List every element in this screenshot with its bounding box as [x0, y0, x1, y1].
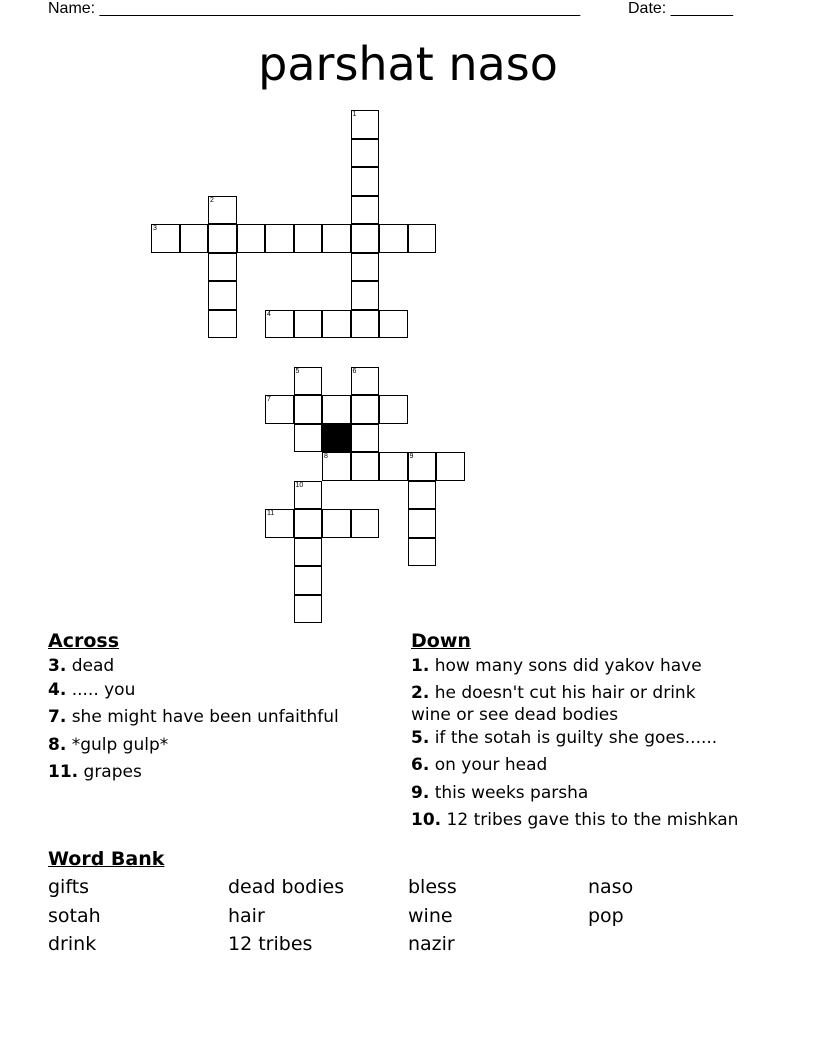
crossword-cell[interactable]: [237, 224, 266, 253]
crossword-cell[interactable]: [408, 509, 437, 538]
crossword-cell[interactable]: [322, 395, 351, 424]
clue-down-2: 2. he doesn't cut his hair or drink wine or see dead bodies: [411, 683, 696, 725]
crossword-cell[interactable]: [294, 367, 323, 396]
word-bank-item: wine: [408, 905, 453, 927]
crossword-cell[interactable]: [322, 509, 351, 538]
clue-number: 6: [352, 367, 357, 375]
word-bank-item: gifts: [48, 876, 90, 898]
clue-number: 1: [352, 111, 357, 118]
crossword-cell[interactable]: [351, 139, 380, 168]
clue-across-8: 8. *gulp gulp*: [48, 735, 169, 755]
crossword-cell[interactable]: [351, 424, 380, 453]
crossword-cell[interactable]: [265, 395, 294, 424]
clue-across-3: 3. dead: [48, 656, 115, 676]
crossword-cell[interactable]: [436, 452, 465, 481]
crossword-cell[interactable]: [208, 196, 237, 225]
crossword-cell[interactable]: [294, 538, 323, 567]
word-bank-item: nazir: [408, 933, 455, 955]
crossword-cell[interactable]: [294, 481, 323, 510]
clue-down-6: 6. on your head: [411, 755, 548, 775]
crossword-cell[interactable]: [351, 253, 380, 282]
word-bank-item: 12 tribes: [228, 933, 313, 955]
crossword-cell[interactable]: [379, 395, 408, 424]
word-bank-item: pop: [588, 905, 624, 927]
word-bank-item: hair: [228, 905, 265, 927]
crossword-cell[interactable]: [351, 452, 380, 481]
crossword-cell[interactable]: [351, 310, 380, 339]
page-title: parshat naso: [258, 37, 558, 91]
word-bank-item: dead bodies: [228, 876, 345, 898]
crossword-cell[interactable]: [265, 509, 294, 538]
crossword-black-cell: [322, 424, 351, 453]
crossword-cell[interactable]: [294, 310, 323, 339]
crossword-cell[interactable]: [265, 224, 294, 253]
crossword-cell[interactable]: [294, 595, 323, 624]
crossword-cell[interactable]: [322, 452, 351, 481]
clue-number: 3: [153, 225, 157, 232]
clue-number: 7: [267, 396, 271, 403]
word-bank-item: naso: [588, 876, 634, 898]
crossword-cell[interactable]: [294, 224, 323, 253]
crossword-cell[interactable]: [180, 224, 209, 253]
crossword-cell[interactable]: [351, 395, 380, 424]
crossword-cell[interactable]: [351, 509, 380, 538]
clue-number: 8: [324, 453, 328, 460]
crossword-cell[interactable]: [408, 224, 437, 253]
crossword-cell[interactable]: [208, 281, 237, 310]
crossword-cell[interactable]: [351, 224, 380, 253]
crossword-cell[interactable]: [351, 367, 380, 396]
crossword-cell[interactable]: [208, 224, 237, 253]
crossword-cell[interactable]: [151, 224, 180, 253]
crossword-cell[interactable]: [322, 310, 351, 339]
crossword-cell[interactable]: [294, 424, 323, 453]
crossword-cell[interactable]: [351, 196, 380, 225]
crossword-cell[interactable]: [208, 253, 237, 282]
clue-number: 5: [295, 367, 300, 375]
crossword-cell[interactable]: [379, 310, 408, 339]
word-bank-item: sotah: [48, 905, 101, 927]
crossword-cell[interactable]: [351, 167, 380, 196]
crossword-cell[interactable]: [408, 538, 437, 567]
clue-number: 4: [267, 310, 271, 318]
clue-number: 9: [409, 453, 414, 460]
crossword-cell[interactable]: [379, 224, 408, 253]
crossword-cell[interactable]: [408, 452, 437, 481]
down-heading: Down: [411, 630, 471, 652]
clue-down-10: 10. 12 tribes gave this to the mishkan: [411, 810, 739, 830]
crossword-cell[interactable]: [322, 224, 351, 253]
crossword-cell[interactable]: [208, 310, 237, 339]
clue-number: 10: [295, 481, 304, 489]
crossword-cell[interactable]: [379, 452, 408, 481]
date-field-label: Date: _______: [628, 0, 733, 17]
clue-number: 11: [267, 510, 275, 517]
name-field-label: Name: ______________________________________________________: [48, 0, 581, 17]
clue-number: 2: [210, 196, 214, 204]
crossword-cell[interactable]: [294, 395, 323, 424]
crossword-cell[interactable]: [294, 509, 323, 538]
across-heading: Across: [48, 630, 120, 652]
crossword-cell[interactable]: [294, 566, 323, 595]
crossword-cell[interactable]: [351, 281, 380, 310]
word-bank-item: drink: [48, 933, 97, 955]
word-bank-heading: Word Bank: [48, 848, 165, 870]
clue-across-7: 7. she might have been unfaithful: [48, 707, 339, 727]
clue-across-11: 11. grapes: [48, 762, 142, 782]
crossword-cell[interactable]: [351, 110, 380, 139]
clue-down-1: 1. how many sons did yakov have: [411, 656, 702, 676]
clue-down-9: 9. this weeks parsha: [411, 783, 589, 803]
clue-down-5: 5. if the sotah is guilty she goes......: [411, 728, 718, 748]
crossword-cell[interactable]: [408, 481, 437, 510]
clue-across-4: 4. ..... you: [48, 680, 136, 700]
word-bank-item: bless: [408, 876, 457, 898]
crossword-cell[interactable]: [265, 310, 294, 339]
